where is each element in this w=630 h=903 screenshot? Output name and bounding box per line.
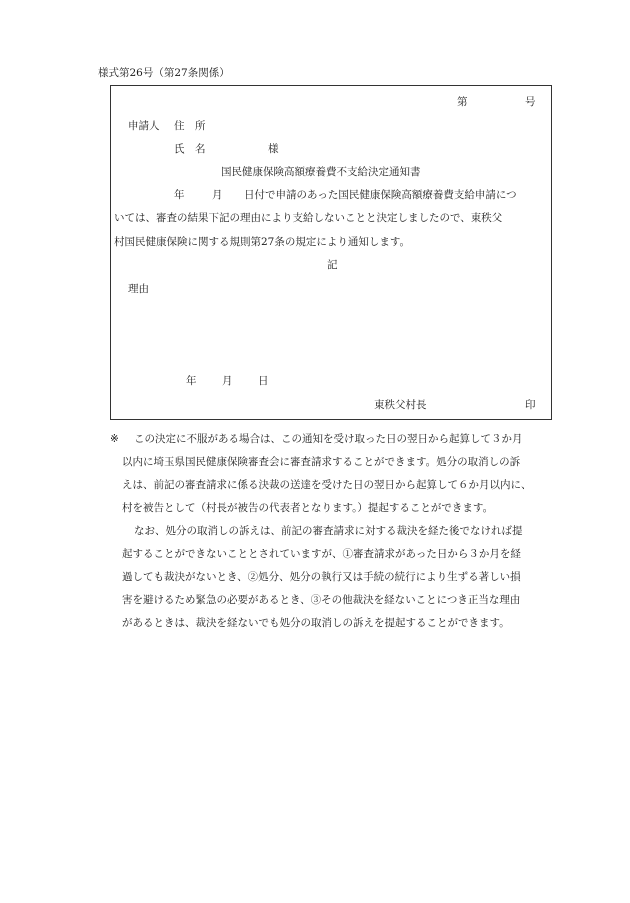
- notice-mark: ※: [110, 433, 119, 445]
- body-line-3: 村国民健康保険に関する規則第27条の規定により通知します。: [114, 236, 411, 248]
- notice-line: なお、処分の取消しの訴えは、前記の審査請求に対する裁決を経た後でなければ提: [134, 525, 523, 537]
- notice-line: えは、前記の審査請求に係る決裁の送達を受けた日の翌日から起算して６か月以内に、: [122, 479, 532, 491]
- body-month: 月: [212, 189, 223, 201]
- number-suffix: 号: [525, 96, 536, 108]
- seal-mark: 印: [525, 399, 536, 411]
- applicant-label: 申請人: [128, 120, 160, 132]
- date-day: 日: [258, 375, 269, 387]
- form-label: 様式第26号（第27条関係）: [98, 67, 230, 79]
- body-line-1: 日付で申請のあった国民健康保険高額療養費支給申請につ: [244, 189, 517, 201]
- date-year: 年: [186, 375, 197, 387]
- notice-line: この決定に不服がある場合は、この通知を受け取った日の翌日から起算して３か月: [134, 433, 523, 445]
- reason-label: 理由: [128, 283, 149, 295]
- number-prefix: 第: [457, 96, 468, 108]
- body-year: 年: [174, 189, 185, 201]
- notice-form-box: [110, 85, 552, 420]
- ki-heading: 記: [327, 259, 338, 271]
- document-title: 国民健康保険高額療養費不支給決定通知書: [221, 166, 421, 178]
- date-month: 月: [222, 375, 233, 387]
- notice-line: 害を避けるため緊急の必要があるとき、③その他裁決を経ないことにつき正当な理由: [122, 594, 521, 606]
- body-line-2: いては、審査の結果下記の理由により支給しないことと決定しましたので、東秩父: [114, 212, 503, 224]
- notice-line: 過しても裁決がないとき、②処分、処分の執行又は手続の続行により生ずる著しい損: [122, 571, 521, 583]
- notice-line: 起することができないこととされていますが、①審査請求があった日から３か月を経: [122, 548, 521, 560]
- address-label: 住 所: [174, 120, 206, 132]
- issuer-name: 東秩父村長: [374, 399, 427, 411]
- notice-line: 以内に埼玉県国民健康保険審査会に審査請求することができます。処分の取消しの訴: [122, 456, 521, 468]
- name-label: 氏 名: [174, 143, 206, 155]
- notice-line: があるときは、裁決を経ないでも処分の取消しの訴えを提起することができます。: [122, 617, 510, 629]
- honorific: 様: [268, 143, 279, 155]
- notice-line: 村を被告として（村長が被告の代表者となります。）提起することができます。: [122, 502, 494, 514]
